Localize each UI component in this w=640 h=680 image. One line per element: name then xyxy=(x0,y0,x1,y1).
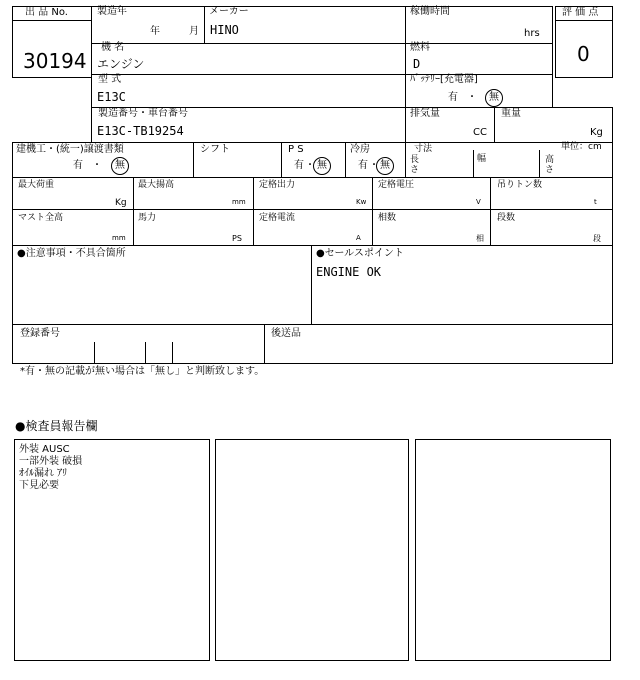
dimensions-height-label: 高さ xyxy=(545,155,555,175)
manufacture-month-unit: 月 xyxy=(189,26,199,37)
serial-value: E13C-TB19254 xyxy=(97,124,184,138)
fuel-label: 燃料 xyxy=(410,42,430,53)
model-name-value: エンジン xyxy=(97,57,145,71)
max-lift-label: 最大揚高 xyxy=(138,180,175,190)
specs-divider-4 xyxy=(490,177,491,246)
battery-yes: 有 xyxy=(448,92,458,103)
rated-voltage-unit: V xyxy=(476,198,481,206)
ps-label: P S xyxy=(288,144,304,155)
inspector-box-3 xyxy=(415,439,611,661)
shift-label: シフト xyxy=(200,144,230,155)
aircon-dot: ・ xyxy=(369,160,379,171)
model-type-cell xyxy=(91,74,406,108)
rating-value: 0 xyxy=(577,42,590,66)
model-name-label: 機 名 xyxy=(101,42,125,53)
specs-divider-1 xyxy=(133,177,134,246)
stages-label: 段数 xyxy=(497,213,516,223)
inspector-line-4: 下見必要 xyxy=(19,480,59,491)
max-load-unit: Kg xyxy=(115,198,127,208)
dimensions-length-label: 長さ xyxy=(410,155,420,175)
dimensions-divider-2 xyxy=(539,150,540,177)
mast-height-label: マスト全高 xyxy=(18,213,64,223)
sales-point-value: ENGINE OK xyxy=(316,265,382,279)
notes-label: ●注意事項・不具合箇所 xyxy=(17,248,126,259)
hours-label: 稼働時間 xyxy=(410,6,450,17)
rating-label: 評 価 点 xyxy=(562,7,599,18)
inspector-heading: ●検査員報告欄 xyxy=(15,419,98,433)
hours-unit: hrs xyxy=(524,28,540,39)
ps-yes: 有 xyxy=(294,160,304,171)
mast-height-unit: mm xyxy=(112,234,126,242)
battery-dot: ・ xyxy=(467,92,477,103)
rated-current-unit: A xyxy=(356,234,361,242)
model-type-value: E13C xyxy=(97,90,126,104)
stages-unit: 段 xyxy=(593,234,601,243)
max-load-label: 最大荷重 xyxy=(18,180,55,190)
crane-tons-unit: t xyxy=(594,198,597,206)
ps-no-circled: 無 xyxy=(313,157,331,175)
aircon-yes: 有 xyxy=(358,160,368,171)
fuel-value: D xyxy=(413,57,421,71)
registration-divider-2 xyxy=(145,342,146,364)
rated-output-unit: Kw xyxy=(356,198,367,206)
registration-divider-3 xyxy=(172,342,173,364)
transfer-doc-no-circled: 無 xyxy=(111,157,129,175)
aircon-no-circled: 無 xyxy=(376,157,394,175)
displacement-label: 排気量 xyxy=(410,108,440,119)
rated-voltage-label: 定格電圧 xyxy=(378,180,415,190)
inspector-box-2 xyxy=(215,439,409,661)
registration-divider-1 xyxy=(94,342,95,364)
horsepower-unit: PS xyxy=(232,234,242,243)
weight-label: 重量 xyxy=(501,108,521,119)
horsepower-label: 馬力 xyxy=(138,213,157,223)
registration-label: 登録番号 xyxy=(20,328,60,339)
battery-no-circled: 無 xyxy=(485,89,503,107)
transfer-doc-yes: 有 xyxy=(73,160,83,171)
shipping-label: 後送品 xyxy=(271,328,301,339)
shipping-box xyxy=(264,324,613,364)
rated-output-label: 定格出力 xyxy=(259,180,296,190)
ps-dot: ・ xyxy=(305,160,315,171)
model-type-label: 型 式 xyxy=(98,74,122,85)
weight-unit: Kg xyxy=(590,127,603,138)
inspector-line-1: 外装 AUSC xyxy=(19,444,70,455)
lot-label: 出 品 No. xyxy=(25,7,68,18)
displacement-unit: CC xyxy=(473,127,487,138)
inspector-line-2: 一部外装 破損 xyxy=(19,456,83,467)
footnote: *有・無の記載が無い場合は「無し」と判断致します。 xyxy=(20,366,265,377)
specs-row-2 xyxy=(12,209,613,246)
manufacture-year-unit: 年 xyxy=(150,26,160,37)
manufacture-date-label: 製造年 xyxy=(97,6,127,17)
dimensions-width-label: 幅 xyxy=(477,154,487,164)
maker-label: メーカー xyxy=(209,6,249,17)
inspector-line-3: ｵｲﾙ漏れ ｱﾘ xyxy=(19,468,68,479)
sales-point-label: ●セールスポイント xyxy=(316,248,404,259)
maker-value: HINO xyxy=(210,23,239,37)
rated-current-label: 定格電流 xyxy=(259,213,296,223)
dimensions-label: 寸法 xyxy=(414,144,433,154)
serial-label: 製造番号・車台番号 xyxy=(98,108,188,119)
crane-tons-label: 吊りトン数 xyxy=(497,180,543,190)
aircon-label: 冷房 xyxy=(350,144,370,155)
transfer-doc-label: 建機工・(統一)譲渡書類 xyxy=(16,144,124,155)
dimensions-divider-1 xyxy=(473,150,474,177)
phase-label: 相数 xyxy=(378,213,397,223)
dimensions-unit-note: 単位：cm xyxy=(561,142,602,152)
battery-label: ﾊﾞｯﾃﾘｰ[充電器] xyxy=(410,74,478,85)
specs-divider-3 xyxy=(372,177,373,246)
max-lift-unit: mm xyxy=(232,198,246,206)
phase-unit: 相 xyxy=(476,234,484,243)
transfer-doc-dot: ・ xyxy=(92,160,102,171)
lot-number: 30194 xyxy=(23,49,87,73)
specs-divider-2 xyxy=(253,177,254,246)
